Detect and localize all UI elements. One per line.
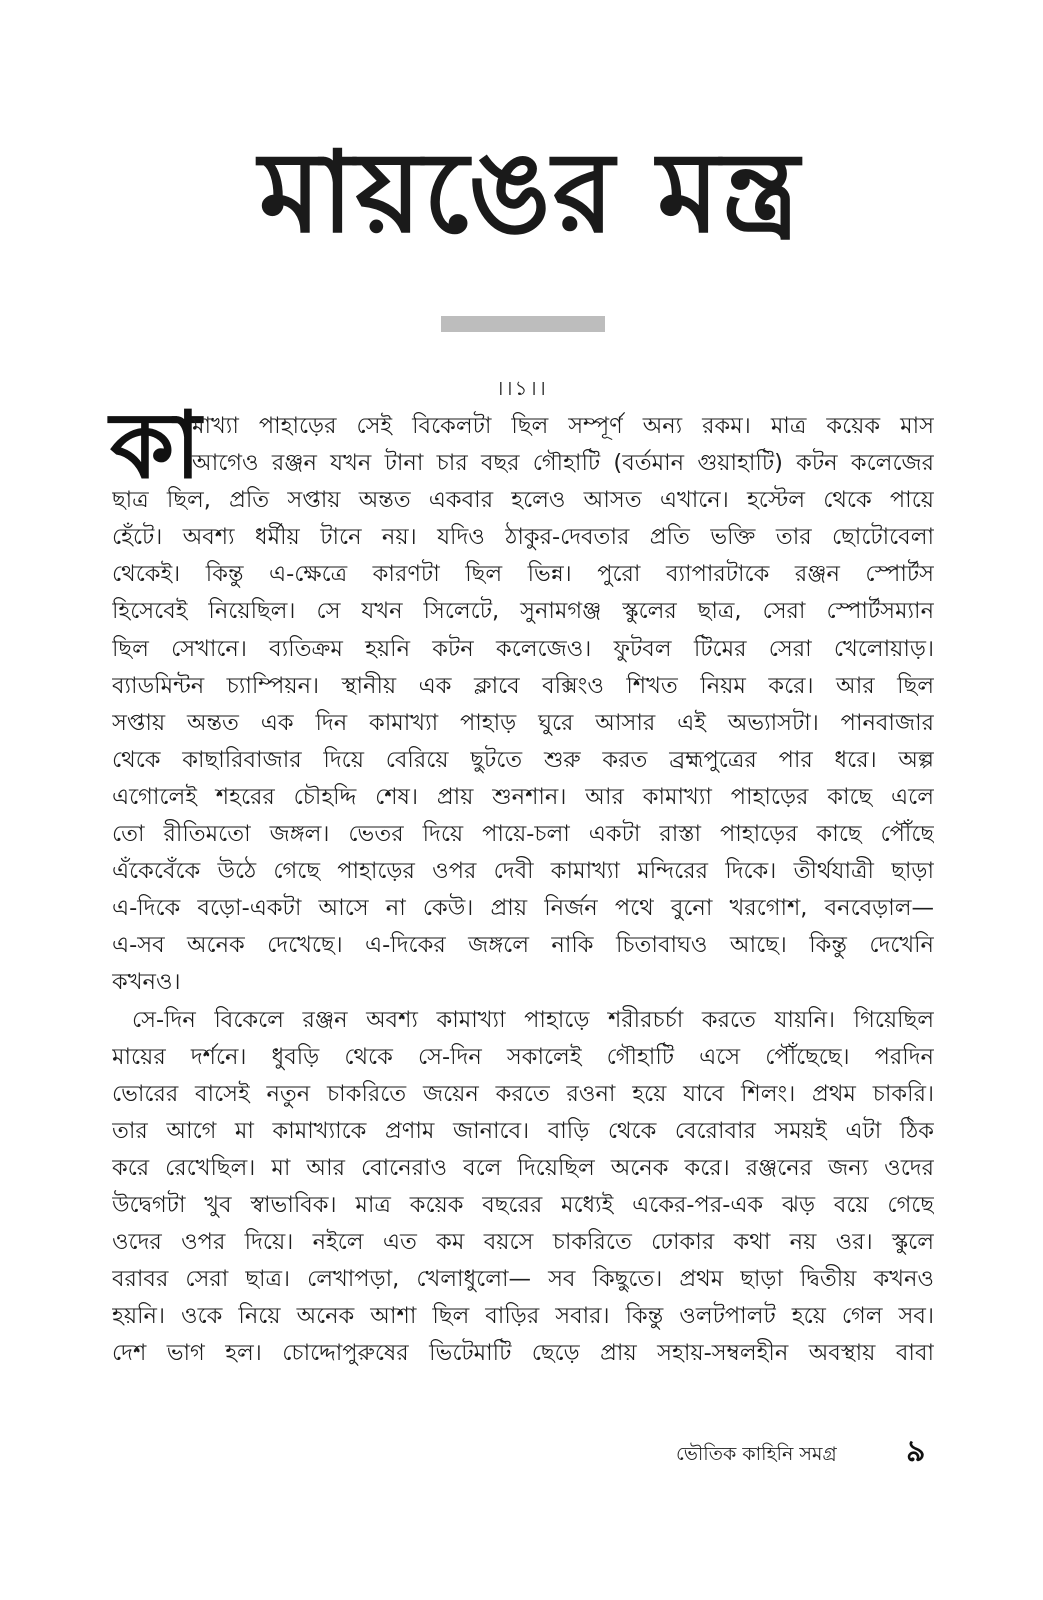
story-title: মায়ঙের মন্ত্র [258, 128, 802, 258]
text-line: হিসেবেই নিয়েছিল। সে যখন সিলেটে, সুনামগঞ্জ স্কুলের ছাত্র, সেরা স্পোর্টসম্যান [112, 598, 934, 625]
text-line: থেকে কাছারিবাজার দিয়ে বেরিয়ে ছুটতে শুরু করত ব্রহ্মপুত্রের পার ধরে। অল্প [112, 746, 934, 773]
running-footer-book-title: ভৌতিক কাহিনি সমগ্র [676, 1443, 837, 1465]
page-number: ৯ [906, 1434, 926, 1469]
text-line: দেশ ভাগ হল। চোদ্দোপুরুষের ভিটেমাটি ছেড়ে প্রায় সহায়-সম্বলহীন অবস্থায় বাবা [112, 1340, 934, 1367]
body-text [112, 408, 934, 1372]
text-line: ওদের ওপর দিয়ে। নইলে এত কম বয়সে চাকরিতে ঢোকার কথা নয় ওর। স্কুলে [112, 1229, 934, 1256]
text-line: এ-দিকে বড়ো-একটা আসে না কেউ। প্রায় নির্জন পথে বুনো খরগোশ, বনবেড়াল— [112, 895, 934, 922]
text-line: হেঁটে। অবশ্য ধর্মীয় টানে নয়। যদিও ঠাকুর-দেবতার প্রতি ভক্তি তার ছোটোবেলা [112, 524, 934, 551]
title-divider [441, 316, 605, 332]
text-line: ব্যাডমিন্টন চ্যাম্পিয়ন। স্থানীয় এক ক্লাবে বক্সিংও শিখত নিয়ম করে। আর ছিল [112, 672, 934, 699]
text-line: ছাত্র ছিল, প্রতি সপ্তায় অন্তত একবার হলেও আসত এখানে। হস্টেল থেকে পায়ে [112, 487, 934, 514]
text-line: করে রেখেছিল। মা আর বোনেরাও বলে দিয়েছিল অনেক করে। রঞ্জনের জন্য ওদের [112, 1154, 934, 1181]
text-line: তো রীতিমতো জঙ্গল। ভেতর দিয়ে পায়ে-চলা একটা রাস্তা পাহাড়ের কাছে পৌঁছে [112, 821, 934, 848]
text-line: কখনও। [112, 969, 181, 996]
text-line: থেকেই। কিন্তু এ-ক্ষেত্রে কারণটা ছিল ভিন্ন। পুরো ব্যাপারটাকে রঞ্জন স্পোর্টস [112, 561, 934, 588]
text-line: বরাবর সেরা ছাত্র। লেখাপড়া, খেলাধুলো— সব কিছুতে। প্রথম ছাড়া দ্বিতীয় কখনও [112, 1266, 934, 1293]
text-line: হয়নি। ওকে নিয়ে অনেক আশা ছিল বাড়ির সবার। কিন্তু ওলটপালট হয়ে গেল সব। [112, 1303, 934, 1330]
drop-cap: কা [110, 392, 202, 499]
text-line: সপ্তায় অন্তত এক দিন কামাখ্যা পাহাড় ঘুরে আসার এই অভ্যাসটা। পানবাজার [112, 709, 934, 736]
text-line: ছিল সেখানে। ব্যতিক্রম হয়নি কটন কলেজেও। ফুটবল টিমের সেরা খেলোয়াড়। [112, 635, 934, 662]
chapter-number: ।।১।। [496, 376, 548, 400]
text-line: আগেও রঞ্জন যখন টানা চার বছর গৌহাটি (বর্তমান গুয়াহাটি) কটন কলেজের [192, 450, 934, 477]
text-line: উদ্বেগটা খুব স্বাভাবিক। মাত্র কয়েক বছরের মধ্যেই একের-পর-এক ঝড় বয়ে গেছে [112, 1191, 934, 1218]
text-line: এ-সব অনেক দেখেছে। এ-দিকের জঙ্গলে নাকি চিতাবাঘও আছে। কিন্তু দেখেনি [112, 932, 934, 959]
text-line: মায়ের দর্শনে। ধুবড়ি থেকে সে-দিন সকালেই গৌহাটি এসে পৌঁছেছে। পরদিন [112, 1043, 934, 1070]
text-line: তার আগে মা কামাখ্যাকে প্রণাম জানাবে। বাড়ি থেকে বেরোবার সময়ই এটা ঠিক [112, 1117, 934, 1144]
text-line: ভোরের বাসেই নতুন চাকরিতে জয়েন করতে রওনা হয়ে যাবে শিলং। প্রথম চাকরি। [112, 1080, 934, 1107]
text-line: এঁকেবেঁকে উঠে গেছে পাহাড়ের ওপর দেবী কামাখ্যা মন্দিরের দিকে। তীর্থযাত্রী ছাড়া [112, 858, 934, 885]
text-line: এগোলেই শহরের চৌহদ্দি শেষ। প্রায় শুনশান। আর কামাখ্যা পাহাড়ের কাছে এলে [112, 783, 934, 810]
text-line: সে-দিন বিকেলে রঞ্জন অবশ্য কামাখ্যা পাহাড়ে শরীরচর্চা করতে যায়নি। গিয়েছিল [132, 1006, 934, 1033]
text-line: মাখ্যা পাহাড়ের সেই বিকেলটা ছিল সম্পূর্ণ অন্য রকম। মাত্র কয়েক মাস [192, 413, 934, 439]
